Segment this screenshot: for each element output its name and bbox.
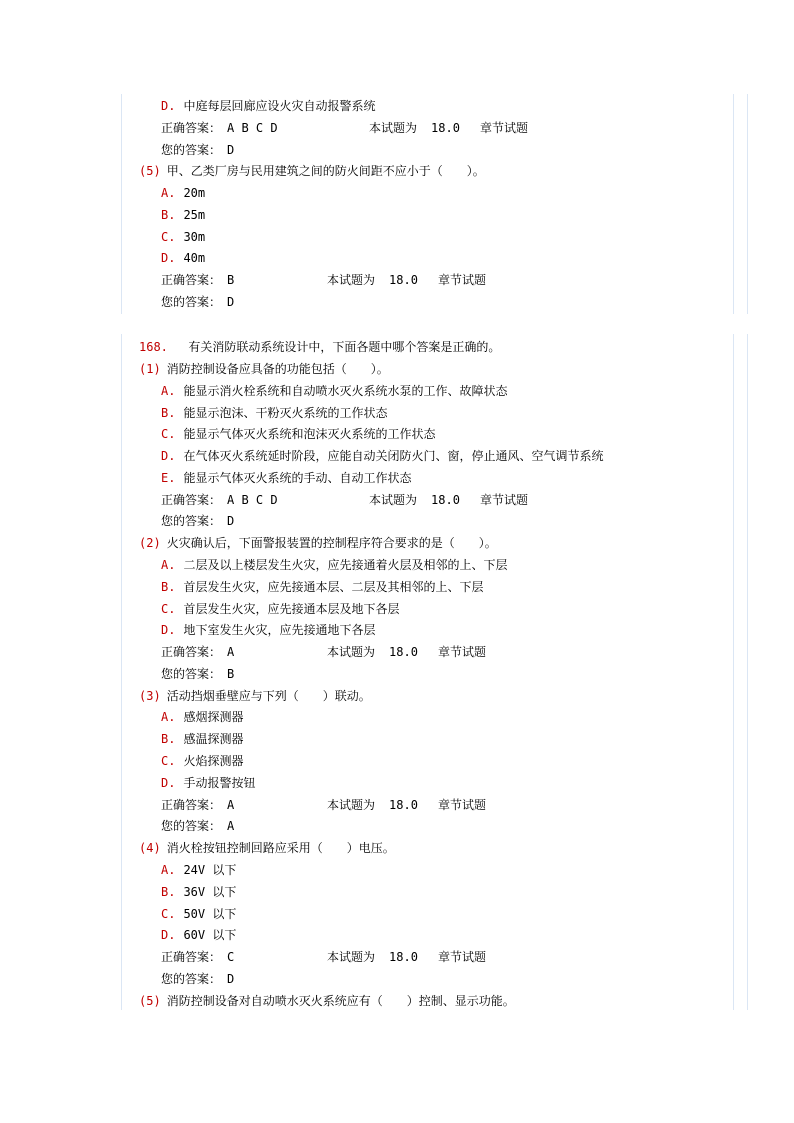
option-label: D. xyxy=(161,928,176,943)
correct-answer-value: A B C D xyxy=(227,120,278,135)
your-answer-value: D xyxy=(227,514,235,529)
option-item xyxy=(161,708,243,726)
sub-question-text: 消火栓按钮控制回路应采用（ ）电压。 xyxy=(166,841,395,856)
option-label: B. xyxy=(161,732,176,747)
option-label: D. xyxy=(161,623,176,638)
option-item xyxy=(161,382,507,400)
option-text: 60V 以下 xyxy=(183,928,237,943)
your-answer-row xyxy=(161,141,234,159)
correct-answer-row xyxy=(161,271,486,289)
option-item xyxy=(161,447,603,465)
your-answer-label: 您的答案： xyxy=(161,971,222,986)
option-text: 感温探测器 xyxy=(183,732,244,747)
option-item xyxy=(161,425,435,443)
sub-question-text: 活动挡烟垂壁应与下列（ ）联动。 xyxy=(166,688,371,703)
option-label: D. xyxy=(161,775,176,790)
correct-answer-value: C xyxy=(227,950,235,965)
sub-question xyxy=(139,839,395,857)
option-text: 感烟探测器 xyxy=(183,710,244,725)
option-text: 火焰探测器 xyxy=(183,754,244,769)
option-label: C. xyxy=(161,754,176,769)
sub-question-number: (5) xyxy=(139,993,161,1008)
question-block-2 xyxy=(121,334,748,1010)
option-text: 能显示气体灭火系统的手动、自动工作状态 xyxy=(183,470,412,485)
option-item xyxy=(161,774,255,792)
correct-answer-row xyxy=(161,796,486,814)
option-label: C. xyxy=(161,229,176,244)
option-item xyxy=(161,600,399,618)
sub-question xyxy=(139,992,515,1010)
option-text: 首层发生火灾，应先接通本层、二层及其相邻的上、下层 xyxy=(183,579,484,594)
question-heading xyxy=(139,338,500,356)
option-text: 24V 以下 xyxy=(183,862,237,877)
option-label: A. xyxy=(161,862,176,877)
option-text: 50V 以下 xyxy=(183,906,237,921)
chapter-label: 章节试题 xyxy=(437,950,486,965)
block-border-right-inner xyxy=(733,334,734,1010)
option-item xyxy=(161,206,205,224)
sub-question xyxy=(139,687,371,705)
sub-question xyxy=(139,534,497,552)
your-answer-label: 您的答案： xyxy=(161,142,222,157)
option-item xyxy=(161,883,236,901)
option-label: D. xyxy=(161,251,176,266)
option-item xyxy=(161,404,387,422)
option-text: 40m xyxy=(183,251,206,266)
option-item xyxy=(161,469,411,487)
chapter-label: 章节试题 xyxy=(437,645,486,660)
your-answer-row xyxy=(161,512,234,530)
your-answer-value: D xyxy=(227,294,235,309)
sub-question-text: 火灾确认后，下面警报装置的控制程序符合要求的是（ ）。 xyxy=(166,536,497,551)
your-answer-row xyxy=(161,293,234,311)
score-value: 18.0 xyxy=(389,645,418,660)
question-number: 168. xyxy=(139,340,168,354)
sub-question-text: 甲、乙类厂房与民用建筑之间的防火间距不应小于（ ）。 xyxy=(166,164,485,179)
chapter-label: 章节试题 xyxy=(437,797,486,812)
score-label: 本试题为 xyxy=(327,797,376,812)
option-label: C. xyxy=(161,906,176,921)
option-item xyxy=(161,752,243,770)
your-answer-label: 您的答案： xyxy=(161,666,222,681)
your-answer-value: B xyxy=(227,666,235,681)
score-value: 18.0 xyxy=(389,950,418,965)
sub-question-number: (3) xyxy=(139,688,161,703)
option-item xyxy=(161,184,205,202)
option-label: A. xyxy=(161,558,176,573)
your-answer-label: 您的答案： xyxy=(161,819,222,834)
option-text: 20m xyxy=(183,186,206,200)
option-item xyxy=(161,556,507,574)
score-label: 本试题为 xyxy=(327,645,376,660)
option-label: A. xyxy=(161,710,176,725)
sub-question xyxy=(139,360,389,378)
score-value: 18.0 xyxy=(431,120,460,135)
correct-answer-value: A xyxy=(227,797,235,812)
sub-question-number: (5) xyxy=(139,164,161,179)
sub-question-number: (4) xyxy=(139,841,161,856)
option-item xyxy=(161,905,236,923)
correct-answer-row xyxy=(161,948,486,966)
your-answer-row xyxy=(161,970,234,988)
option-label: D. xyxy=(161,99,176,113)
option-text: 在气体灭火系统延时阶段，应能自动关闭防火门、窗，停止通风、空气调节系统 xyxy=(183,449,604,464)
option-label: C. xyxy=(161,427,176,442)
option-text: 36V 以下 xyxy=(183,884,237,899)
option-label: C. xyxy=(161,601,176,616)
block-border-right-outer xyxy=(747,94,748,314)
block-border-right-inner xyxy=(733,94,734,314)
option-item xyxy=(161,861,236,879)
correct-answer-value: A B C D xyxy=(227,492,278,507)
block-border-left xyxy=(121,94,122,314)
option-item xyxy=(161,621,375,639)
sub-question-number: (2) xyxy=(139,536,161,551)
option-item xyxy=(161,97,375,115)
correct-answer-row xyxy=(161,491,528,509)
option-text: 30m xyxy=(183,229,206,244)
correct-answer-label: 正确答案： xyxy=(161,645,222,660)
your-answer-value: D xyxy=(227,142,235,157)
block-border-left xyxy=(121,334,122,1010)
option-text: 地下室发生火灾，应先接通地下各层 xyxy=(183,623,376,638)
option-text: 能显示消火栓系统和自动喷水灭火系统水泵的工作、故障状态 xyxy=(183,383,508,398)
your-answer-label: 您的答案： xyxy=(161,294,222,309)
option-label: D. xyxy=(161,449,176,464)
option-text: 中庭每层回廊应设火灾自动报警系统 xyxy=(183,99,376,113)
score-label: 本试题为 xyxy=(369,492,418,507)
correct-answer-label: 正确答案： xyxy=(161,950,222,965)
sub-question-text: 消防控制设备应具备的功能包括（ ）。 xyxy=(166,362,389,376)
your-answer-row xyxy=(161,817,234,835)
option-label: A. xyxy=(161,383,176,398)
your-answer-row xyxy=(161,665,234,683)
chapter-label: 章节试题 xyxy=(479,492,528,507)
correct-answer-row xyxy=(161,643,486,661)
option-label: B. xyxy=(161,579,176,594)
correct-answer-label: 正确答案： xyxy=(161,120,222,135)
option-label: E. xyxy=(161,470,176,485)
option-item xyxy=(161,730,243,748)
option-text: 能显示泡沫、干粉灭火系统的工作状态 xyxy=(183,405,388,420)
score-label: 本试题为 xyxy=(327,273,376,287)
block-border-right-outer xyxy=(747,334,748,1010)
option-item xyxy=(161,926,236,944)
option-text: 25m xyxy=(183,207,206,222)
option-text: 首层发生火灾，应先接通本层及地下各层 xyxy=(183,601,400,616)
correct-answer-label: 正确答案： xyxy=(161,797,222,812)
option-text: 手动报警按钮 xyxy=(183,775,256,790)
option-item xyxy=(161,249,205,267)
option-item xyxy=(161,578,483,596)
option-text: 能显示气体灭火系统和泡沫灭火系统的工作状态 xyxy=(183,427,436,442)
correct-answer-row xyxy=(161,119,528,137)
score-value: 18.0 xyxy=(389,273,418,287)
sub-question-text: 消防控制设备对自动喷水灭火系统应有（ ）控制、显示功能。 xyxy=(166,993,515,1008)
correct-answer-label: 正确答案： xyxy=(161,492,222,507)
your-answer-value: A xyxy=(227,819,235,834)
option-label: B. xyxy=(161,207,176,222)
option-label: A. xyxy=(161,186,176,200)
question-block-1 xyxy=(121,94,748,314)
correct-answer-label: 正确答案： xyxy=(161,273,222,287)
your-answer-value: D xyxy=(227,971,235,986)
option-text: 二层及以上楼层发生火灾，应先接通着火层及相邻的上、下层 xyxy=(183,558,508,573)
score-value: 18.0 xyxy=(431,492,460,507)
chapter-label: 章节试题 xyxy=(479,120,528,135)
score-label: 本试题为 xyxy=(327,950,376,965)
question-heading-text: 有关消防联动系统设计中，下面各题中哪个答案是正确的。 xyxy=(188,340,501,354)
your-answer-label: 您的答案： xyxy=(161,514,222,529)
option-item xyxy=(161,228,205,246)
option-label: B. xyxy=(161,405,176,420)
score-value: 18.0 xyxy=(389,797,418,812)
correct-answer-value: B xyxy=(227,273,235,287)
correct-answer-value: A xyxy=(227,645,235,660)
chapter-label: 章节试题 xyxy=(437,273,486,287)
sub-question-number: (1) xyxy=(139,362,161,376)
score-label: 本试题为 xyxy=(369,120,418,135)
sub-question xyxy=(139,162,485,180)
option-label: B. xyxy=(161,884,176,899)
